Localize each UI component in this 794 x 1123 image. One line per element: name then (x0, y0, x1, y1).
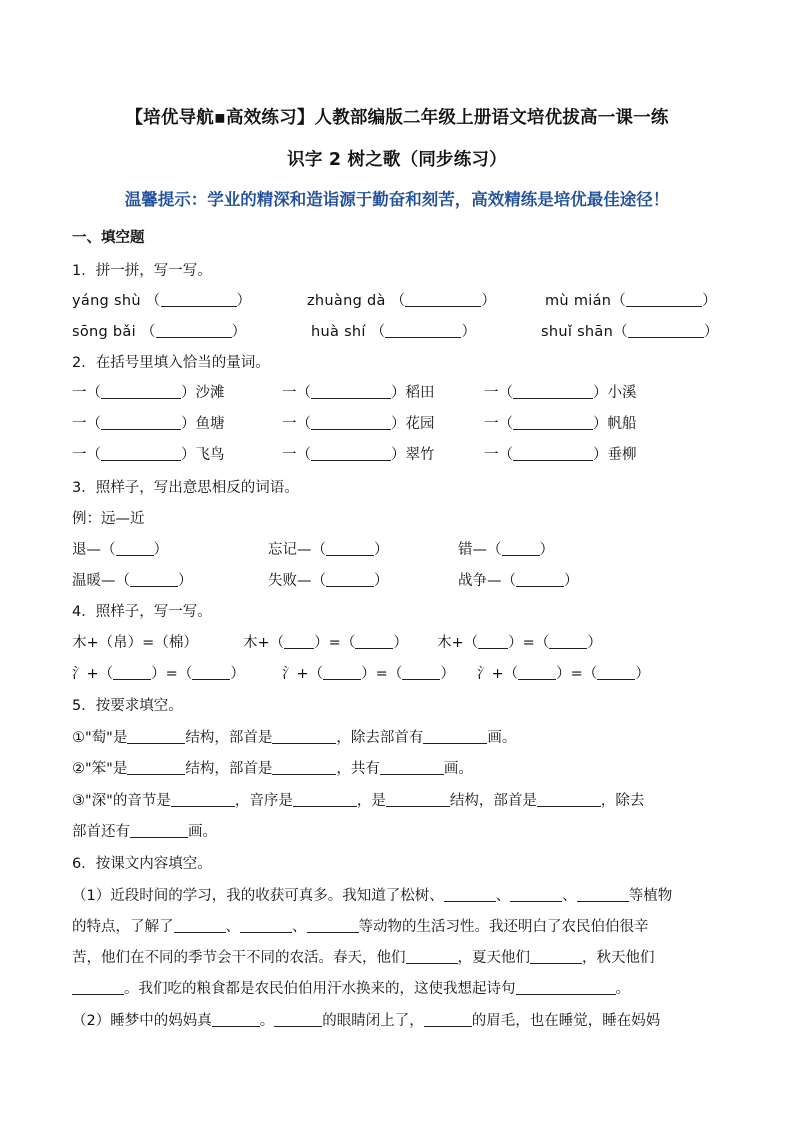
answer-blank[interactable] (311, 415, 391, 430)
q1-stem: 1．拼一拼，写一写。 (72, 263, 212, 279)
q2-item: 一（ ）小溪 (484, 385, 637, 401)
answer-blank[interactable] (326, 541, 374, 556)
answer-blank[interactable] (192, 665, 230, 680)
pinyin: shuǐ shān (541, 324, 614, 340)
q5-line: 部首还有 画。 (72, 824, 217, 840)
answer-blank[interactable] (516, 572, 564, 587)
answer-blank[interactable] (406, 949, 458, 964)
answer-blank[interactable] (423, 729, 487, 744)
q2-stem: 2．在括号里填入恰当的量词。 (72, 355, 270, 371)
answer-blank[interactable] (101, 415, 181, 430)
answer-blank[interactable] (156, 323, 232, 338)
answer-blank[interactable] (101, 384, 181, 399)
tip-banner: 温馨提示：学业的精深和造诣源于勤奋和刻苦，高效精练是培优最佳途径！ (124, 190, 670, 209)
q1-item: shuǐ shān（ ） (541, 324, 719, 340)
answer-blank[interactable] (549, 634, 587, 649)
answer-blank[interactable] (311, 446, 391, 461)
answer-blank[interactable] (307, 918, 359, 933)
q1-item: sōng bǎi （ ） (72, 324, 247, 340)
section-heading: 一、填空题 (72, 230, 145, 246)
q2-item: 一（ ）沙滩 (72, 385, 225, 401)
answer-blank[interactable] (405, 292, 481, 307)
answer-blank[interactable] (516, 980, 616, 995)
answer-blank[interactable] (127, 760, 185, 775)
answer-blank[interactable] (272, 760, 336, 775)
answer-blank[interactable] (530, 949, 582, 964)
q4-item: 木+（ ）=（ ） (437, 635, 602, 651)
answer-blank[interactable] (478, 634, 508, 649)
q2-item: 一（ ）花园 (282, 416, 435, 432)
answer-blank[interactable] (116, 541, 154, 556)
answer-blank[interactable] (513, 415, 593, 430)
q6-line: （2）睡梦中的妈妈真 。 的眼睛闭上了， 的眉毛，也在睡觉，睡在妈妈 (72, 1013, 661, 1029)
pinyin: yáng shù (72, 293, 141, 309)
q2-item: 一（ ）鱼塘 (72, 416, 225, 432)
q4-item: 木+（ ）=（ ） (243, 635, 408, 651)
answer-blank[interactable] (326, 572, 374, 587)
answer-blank[interactable] (513, 384, 593, 399)
q6-line: 的特点，了解了 、 、 等动物的生活习性。我还明白了农民伯伯很辛 (72, 919, 649, 935)
answer-blank[interactable] (386, 792, 450, 807)
q4-example: 木+（帛）=（棉） (72, 635, 198, 651)
q4-item: 氵+（ ）=（ ） (282, 666, 455, 682)
q3-item: 退—（ ） (72, 542, 168, 558)
answer-blank[interactable] (323, 665, 361, 680)
answer-blank[interactable] (628, 323, 704, 338)
answer-blank[interactable] (212, 1012, 260, 1027)
q4-item: 氵+（ ）=（ ） (72, 666, 245, 682)
answer-blank[interactable] (130, 823, 188, 838)
answer-blank[interactable] (101, 446, 181, 461)
answer-blank[interactable] (113, 665, 151, 680)
answer-blank[interactable] (537, 792, 601, 807)
answer-blank[interactable] (510, 887, 562, 902)
q6-stem: 6．按课文内容填空。 (72, 856, 212, 872)
q1-item: mù mián（ ） (545, 293, 717, 309)
q3-item: 错—（ ） (458, 542, 554, 558)
pinyin: zhuàng dà (307, 293, 386, 309)
answer-blank[interactable] (293, 792, 357, 807)
q1-item: yáng shù （ ） (72, 293, 252, 309)
q3-item: 忘记—（ ） (268, 542, 389, 558)
q2-item: 一（ ）帆船 (484, 416, 637, 432)
pinyin: huà shí (311, 324, 366, 340)
answer-blank[interactable] (174, 918, 226, 933)
q1-item: zhuàng dà （ ） (307, 293, 497, 309)
q3-example: 例：远—近 (72, 511, 145, 527)
answer-blank[interactable] (272, 729, 336, 744)
q2-item: 一（ ）翠竹 (282, 447, 435, 463)
q3-item: 失败—（ ） (268, 573, 389, 589)
q6-line: 。我们吃的粮食都是农民伯伯用汗水换来的，这使我想起诗句 。 (72, 977, 630, 998)
answer-blank[interactable] (385, 323, 461, 338)
answer-blank[interactable] (518, 665, 556, 680)
answer-blank[interactable] (380, 760, 444, 775)
q3-stem: 3．照样子，写出意思相反的词语。 (72, 480, 299, 496)
answer-blank[interactable] (171, 792, 235, 807)
q6-line: （1）近段时间的学习，我的收获可真多。我知道了松树、 、 、 等植物 (72, 888, 673, 904)
worksheet-title: 【培优导航▪高效练习】人教部编版二年级上册语文培优拔高一课一练 (125, 108, 669, 128)
q4-item: 氵+（ ）=（ ） (477, 666, 650, 682)
answer-blank[interactable] (577, 887, 629, 902)
q1-item: huà shí （ ） (311, 324, 477, 340)
q2-item: 一（ ）稻田 (282, 385, 435, 401)
answer-blank[interactable] (284, 634, 314, 649)
answer-blank[interactable] (513, 446, 593, 461)
answer-blank[interactable] (274, 1012, 322, 1027)
q5-line: ③"深"的音节是 ，音序是 ，是 结构，部首是 ，除去 (72, 793, 645, 809)
lesson-subtitle: 识字 2 树之歌（同步练习） (287, 150, 507, 170)
answer-blank[interactable] (161, 292, 237, 307)
q2-item: 一（ ）垂柳 (484, 447, 637, 463)
q3-item: 战争—（ ） (458, 573, 579, 589)
answer-blank[interactable] (402, 665, 440, 680)
answer-blank[interactable] (626, 292, 702, 307)
answer-blank[interactable] (127, 729, 185, 744)
answer-blank[interactable] (502, 541, 540, 556)
q3-item: 温暖—（ ） (72, 573, 193, 589)
answer-blank[interactable] (444, 887, 496, 902)
q5-stem: 5．按要求填空。 (72, 698, 183, 714)
q5-line: ②"笨"是 结构，部首是 ，共有 画。 (72, 761, 473, 777)
answer-blank[interactable] (240, 918, 292, 933)
q4-stem: 4．照样子，写一写。 (72, 604, 212, 620)
pinyin: mù mián (545, 293, 612, 309)
answer-blank[interactable] (424, 1012, 472, 1027)
q6-line: 苦，他们在不同的季节会干不同的农活。春天，他们 ，夏天他们 ，秋天他们 (72, 950, 655, 966)
answer-blank[interactable] (311, 384, 391, 399)
q2-item: 一（ ）飞鸟 (72, 447, 225, 463)
pinyin: sōng bǎi (72, 324, 136, 340)
q5-line: ①"萄"是 结构，部首是 ，除去部首有 画。 (72, 730, 517, 746)
answer-blank[interactable] (355, 634, 393, 649)
answer-blank[interactable] (130, 572, 178, 587)
answer-blank[interactable] (597, 665, 635, 680)
answer-blank[interactable] (72, 980, 124, 995)
